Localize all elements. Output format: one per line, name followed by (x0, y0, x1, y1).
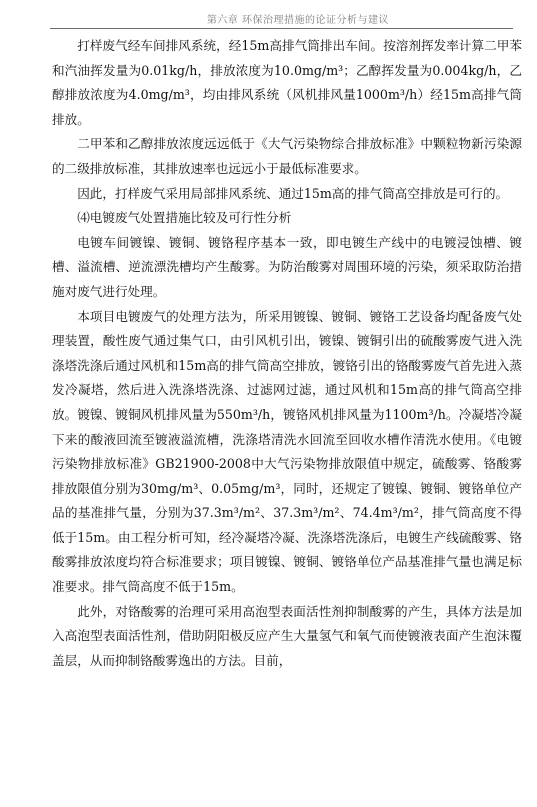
paragraph-treatment-method: 本项目电镀废气的处理方法为，所采用镀镍、镀铜、镀铬工艺设备均配备废气处理装置，酸性废气通过集气口，由引风机引出，镀镍、镀铜引出的硫酸雾废气进入洗涤塔洗涤后通过风机和15m高的排气筒高空排放，镀铬引出的铬酸雾废气首先进入蒸发冷凝塔，然后进入洗涤塔洗涤、过滤网过滤，通过风机和15m高的排气筒高空排放。镀镍、镀铜风机排风量为550m³/h，镀铬风机排风量为1100m³/h。冷凝塔冷凝下来的酸液回流至镀液溢流槽，洗涤塔清洗水回流至回收水槽作清洗水使用。《电镀污染物排放标准》GB21900-2008中大气污染物排放限值中规定，硫酸雾、铬酸雾排放限值分别为30mg/m³、0.05mg/m³，同时，还规定了镀镍、镀铜、镀铬单位产品的基准排气量，分别为37.3m³/m²、37.3m³/m²、74.4m³/m²，排气筒高度不得低于15m。由工程分析可知，经冷凝塔冷凝、洗涤塔洗涤后，电镀生产线硫酸雾、铬酸雾排放浓度均符合标准要求；项目镀镍、镀铜、镀铬单位产品基准排气量也满足标准要求。排气筒高度不低于15m。 (52, 308, 522, 595)
header-divider (50, 28, 513, 29)
paragraph-conclusion: 因此，打样废气采用局部排风系统、通过15m高的排气筒高空排放是可行的。 (77, 185, 509, 201)
section-heading: ⑷电镀废气处置措施比较及可行性分析 (77, 210, 292, 226)
paragraph-standard-comparison: 二甲苯和乙醇排放浓度远远低于《大气污染物综合排放标准》中颗粒物新污染源的二级排放标准，其排放速率也远远小于最低标准要求。 (52, 136, 522, 176)
paragraph-plating-workshop: 电镀车间镀镍、镀铜、镀铬程序基本一致，即电镀生产线中的电镀浸蚀槽、镀槽、溢流槽、逆流漂洗槽均产生酸雾。为防治酸雾对周围环境的污染，须采取防治措施对废气进行处理。 (52, 234, 522, 299)
page-header (0, 6, 537, 30)
paragraph-chromic-acid-mist: 此外，对铬酸雾的治理可采用高泡型表面活性剂抑制酸雾的产生，具体方法是加入高泡型表面活性剂，借助阴阳极反应产生大量氢气和氧气而使镀液表面产生泡沫覆盖层，从而抑制铬酸雾逸出的方法。目前， (52, 603, 522, 668)
paragraph-exhaust-discharge: 打样废气经车间排风系统，经15m高排气筒排出车间。按溶剂挥发率计算二甲苯和汽油挥发量为0.01kg/h，排放浓度为10.0mg/m³；乙醇挥发量为0.004kg/h，乙醇排放浓度为4.0mg/m³，均由排风系统（风机排风量1000m³/h）经15m高排气筒排放。 (52, 38, 522, 127)
chapter-title: 第六章 环保治理措施的论证分析与建议 (206, 15, 389, 26)
body-text (52, 34, 522, 673)
